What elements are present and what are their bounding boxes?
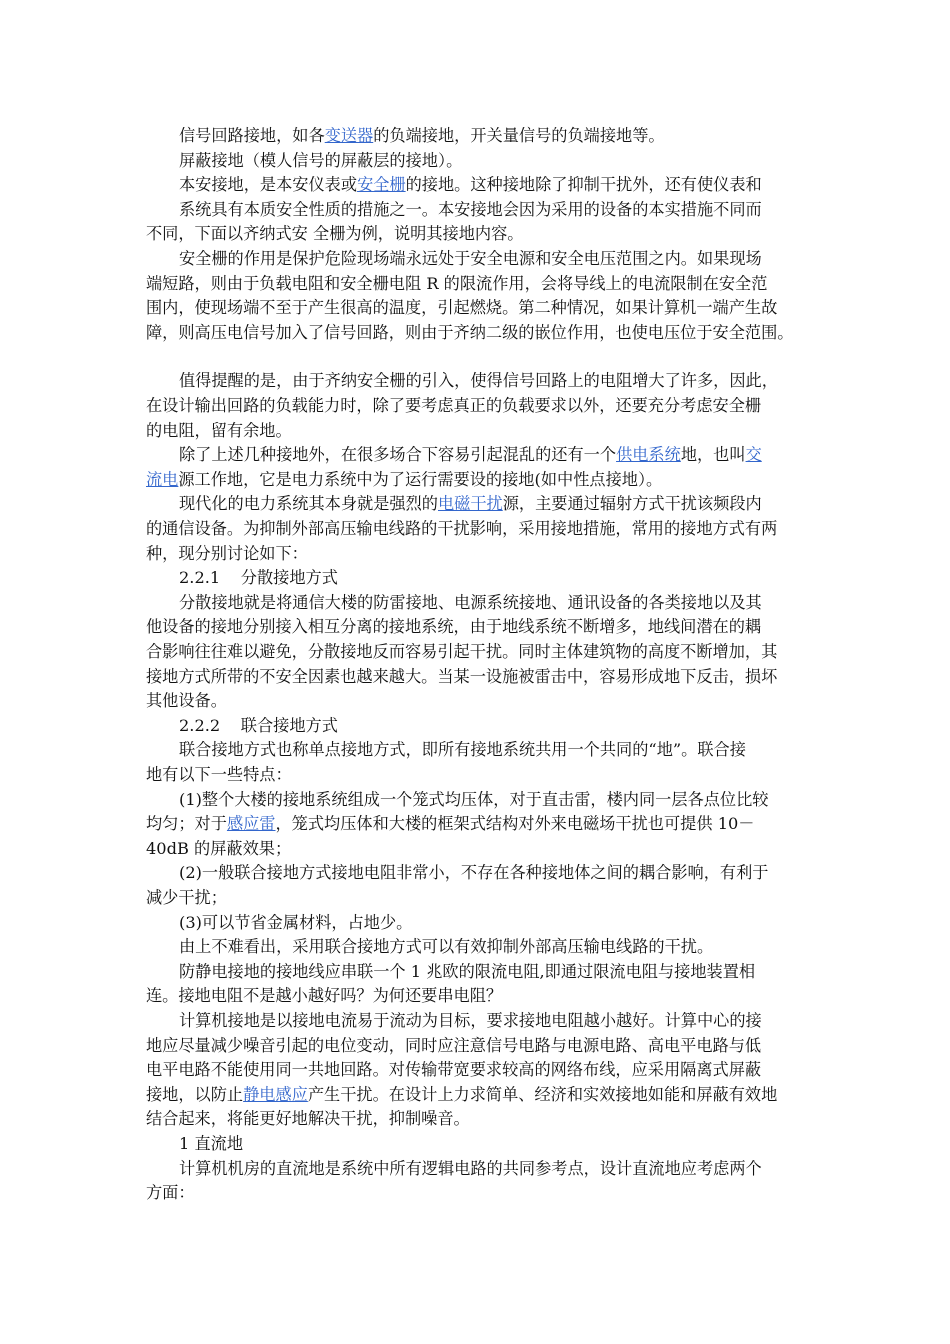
text-segment: 值得提醒的是，由于齐纳安全栅的引入，使得信号回路上的电阻增大了许多，因此， (179, 371, 778, 391)
text-segment: 防静电接地的接地线应串联一个 1 兆欧的限流电阻,即通过限流电阻与接地装置相 (179, 961, 756, 981)
text-segment: 1 直流地 (179, 1134, 244, 1153)
text-segment: 安全栅的作用是保护危险现场端永远处于安全电源和安全电压范围之内。如果现场 (179, 249, 762, 268)
text-segment: 产生干扰。在设计上力求简单、经济和实效接地如能和屏蔽有效地 (307, 1084, 778, 1104)
text-segment: 他设备的接地分别接入相互分离的接地系统，由于地线系统不断增多，地线间潜在的耦 (146, 617, 762, 637)
text-line (179, 443, 762, 468)
text-segment: 在设计输出回路的负载能力时，除了要考虑真正的负载要求以外，还要充分考虑安全栅 (146, 396, 762, 415)
text-line (146, 665, 777, 690)
text-segment: 电平电路不能使用同一共地回路。对传输带宽要求较高的网络布线，应采用隔离式屏蔽 (146, 1060, 762, 1080)
text-segment: 信号回路接地，如各 (179, 126, 325, 145)
hyperlink[interactable]: 变送器 (324, 126, 374, 145)
text-segment: 均匀；对于 (146, 814, 227, 834)
text-line (146, 296, 777, 321)
text-segment: 计算机接地是以接地电流易于流动为目标，要求接地电阻越小越好。计算中心的接 (179, 1011, 762, 1030)
text-segment: 接地方式所带的不安全因素也越来越大。当某一设施被雷击中，容易形成地下反击，损坏 (146, 666, 778, 686)
hyperlink[interactable]: 供电系统 (616, 445, 681, 465)
text-line (146, 1181, 195, 1206)
hyperlink[interactable]: 静电感应 (243, 1084, 308, 1104)
text-segment: 地，也叫 (680, 445, 746, 465)
hyperlink[interactable]: 交 (745, 445, 762, 465)
text-segment: 接地，以防止 (146, 1084, 244, 1104)
text-line (146, 222, 523, 247)
text-line (179, 369, 778, 394)
text-line (146, 394, 761, 419)
text-segment: 减少干扰； (146, 888, 227, 907)
text-line (146, 1034, 761, 1059)
text-line (146, 1083, 777, 1108)
text-segment: 联合接地方式也称单点接地方式，即所有接地系统共用一个共同的“地”。联合接 (179, 740, 746, 760)
text-segment: 方面： (146, 1183, 195, 1203)
text-segment: 合影响往往难以避免，分散接地反而容易引起干扰。同时主体建筑物的高度不断增加，其 (146, 642, 778, 661)
text-segment: 其他设备。 (146, 691, 227, 711)
text-segment: 分散接地就是将通信大楼的防雷接地、电源系统接地、通讯设备的各类接地以及其 (179, 592, 762, 612)
text-segment: 源，主要通过辐射方式干扰该频段内 (502, 494, 762, 514)
text-line (179, 566, 338, 591)
text-line (146, 763, 292, 788)
text-segment: 地有以下一些特点： (146, 765, 292, 784)
text-segment: 系统具有本质安全性质的措施之一。本安接地会因为采用的设备的本实措施不同而 (179, 199, 762, 219)
text-line (146, 812, 755, 837)
text-segment: 的接地。这种接地除了抑制干扰外，还有使仪表和 (405, 175, 762, 195)
text-segment: 连。接地电阻不是越小越好吗？为何还要串电阻？ (146, 986, 503, 1006)
text-segment: 种，现分别讨论如下： (146, 543, 308, 563)
text-line (146, 837, 291, 862)
hyperlink[interactable]: 安全栅 (357, 175, 406, 195)
text-line (179, 1009, 762, 1034)
text-line (179, 173, 762, 198)
text-line (179, 247, 762, 272)
text-line (179, 492, 762, 517)
text-line (146, 886, 227, 911)
text-line (146, 419, 292, 444)
text-line (179, 911, 412, 936)
text-segment: 端短路，则由于负载电阻和安全栅电阻 R 的限流作用，会将导线上的电流限制在安全范 (146, 273, 768, 293)
text-segment: 除了上述几种接地外，在很多场合下容易引起混乱的还有一个 (179, 445, 617, 465)
text-segment: 源工作地，它是电力系统中为了运行需要设的接地(如中性点接地）。 (178, 469, 663, 489)
text-line (146, 272, 767, 297)
text-segment: 2.2.2 联合接地方式 (179, 715, 338, 735)
text-segment: 计算机机房的直流地是系统中所有逻辑电路的共同参考点，设计直流地应考虑两个 (179, 1158, 762, 1178)
text-segment: 障，则高压电信号加入了信号回路，则由于齐纳二级的嵌位作用，也使电压位于安全范围。 (146, 322, 794, 342)
text-segment: 屏蔽接地（模人信号的屏蔽层的接地）。 (179, 150, 463, 170)
text-line (179, 198, 762, 223)
text-line (179, 124, 665, 149)
hyperlink[interactable]: 感应雷 (226, 814, 276, 834)
text-line (179, 714, 338, 739)
text-segment: 40dB 的屏蔽效果； (146, 838, 292, 858)
text-segment: 的电阻，留有余地。 (146, 420, 292, 440)
text-segment: (2)一般联合接地方式接地电阻非常小，不存在各种接地体之间的耦合影响，有利于 (179, 863, 769, 883)
text-segment: 由上不难看出，采用联合接地方式可以有效抑制外部高压输电线路的干扰。 (179, 937, 714, 957)
text-segment: (3)可以节省金属材料，占地少。 (179, 912, 413, 932)
text-line (179, 960, 755, 985)
text-segment: (1)整个大楼的接地系统组成一个笼式均压体，对于直击雷，楼内同一层各点位比较 (179, 789, 769, 809)
hyperlink[interactable]: 流电 (146, 469, 179, 489)
text-line (179, 1157, 762, 1182)
text-segment: 的负端接地，开关量信号的负端接地等。 (373, 126, 665, 145)
text-line (179, 788, 769, 813)
text-line (146, 517, 777, 542)
text-line (179, 861, 769, 886)
text-segment: 现代化的电力系统其本身就是强烈的 (179, 494, 438, 514)
text-line (146, 1107, 470, 1132)
text-line (179, 149, 462, 174)
text-line (179, 591, 762, 616)
text-segment: 2.2.1 分散接地方式 (179, 568, 338, 588)
text-line (146, 640, 777, 665)
text-segment: 围内，使现场端不至于产生很高的温度，引起燃烧。第二种情况，如果计算机一端产生故 (146, 298, 778, 318)
text-segment: 结合起来，将能更好地解决干扰，抑制噪音。 (146, 1109, 470, 1129)
text-line (146, 468, 662, 493)
text-line (146, 615, 761, 640)
text-line (146, 321, 794, 346)
text-segment: 不同，下面以齐纳式安 全栅为例，说明其接地内容。 (146, 224, 524, 244)
text-line (146, 984, 502, 1009)
text-segment: 的通信设备。为抑制外部高压输电线路的干扰影响，采用接地措施，常用的接地方式有两 (146, 519, 778, 538)
text-segment: ，笼式均压体和大楼的框架式结构对外来电磁场干扰也可提供 10－ (275, 814, 755, 834)
text-segment: 本安接地，是本安仪表或 (179, 175, 358, 195)
text-line (146, 689, 227, 714)
text-line (146, 1058, 761, 1083)
hyperlink[interactable]: 电磁干扰 (438, 494, 503, 514)
text-line (179, 935, 713, 960)
text-line (179, 738, 746, 763)
text-segment: 地应尽量减少噪音引起的电位变动，同时应注意信号电路与电源电路、高电平电路与低 (146, 1035, 762, 1055)
text-line (146, 542, 308, 567)
text-line (179, 1132, 243, 1157)
